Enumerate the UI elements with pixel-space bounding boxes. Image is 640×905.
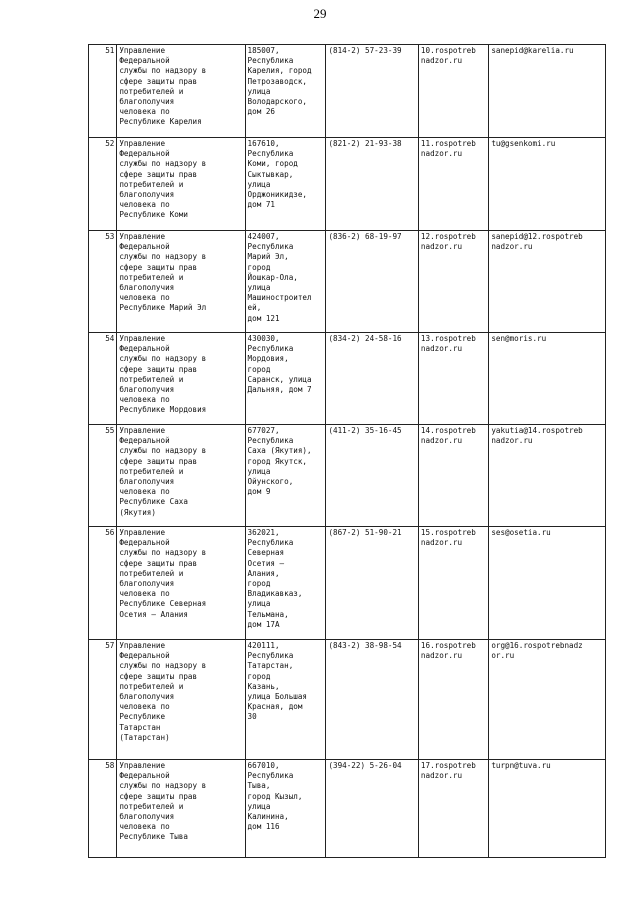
row-number: 54	[89, 333, 117, 425]
agency-email: yakutia@14.rospotreb nadzor.ru	[489, 425, 606, 527]
agency-website: 17.rospotreb nadzor.ru	[418, 760, 488, 858]
table-row	[89, 231, 606, 333]
agency-name: Управление Федеральной службы по надзору в сфере защиты прав потребителей и благополучия человека по Республике Татарстан (Татарстан)	[117, 640, 245, 760]
agency-phone: (814-2) 57-23-39	[326, 45, 418, 138]
agency-name: Управление Федеральной службы по надзору в сфере защиты прав потребителей и благополучия человека по Республике Коми	[117, 138, 245, 231]
agency-email: org@16.rospotrebnadz or.ru	[489, 640, 606, 760]
agency-phone: (836-2) 68-19-97	[326, 231, 418, 333]
agency-address: 677027, Республика Саха (Якутия), город Якутск, улица Ойунского, дом 9	[245, 425, 326, 527]
table-row	[89, 640, 606, 760]
agency-website: 11.rospotreb nadzor.ru	[418, 138, 488, 231]
table-row	[89, 527, 606, 640]
agency-name: Управление Федеральной службы по надзору в сфере защиты прав потребителей и благополучия человека по Республике Мордовия	[117, 333, 245, 425]
row-number: 53	[89, 231, 117, 333]
table-row	[89, 425, 606, 527]
table-row	[89, 138, 606, 231]
row-number: 52	[89, 138, 117, 231]
agency-name: Управление Федеральной службы по надзору в сфере защиты прав потребителей и благополучия человека по Республике Марий Эл	[117, 231, 245, 333]
row-number: 57	[89, 640, 117, 760]
agency-email: sanepid@12.rospotreb nadzor.ru	[489, 231, 606, 333]
agency-website: 12.rospotreb nadzor.ru	[418, 231, 488, 333]
row-number: 58	[89, 760, 117, 858]
agency-name: Управление Федеральной службы по надзору в сфере защиты прав потребителей и благополучия человека по Республике Тыва	[117, 760, 245, 858]
agency-website: 15.rospotreb nadzor.ru	[418, 527, 488, 640]
agency-name: Управление Федеральной службы по надзору в сфере защиты прав потребителей и благополучия человека по Республике Саха (Якутия)	[117, 425, 245, 527]
table-row	[89, 333, 606, 425]
agency-email: sen@moris.ru	[489, 333, 606, 425]
agency-website: 10.rospotreb nadzor.ru	[418, 45, 488, 138]
agency-address: 362021, Республика Северная Осетия – Алания, город Владикавказ, улица Тельмана, дом 17А	[245, 527, 326, 640]
agency-phone: (821-2) 21-93-38	[326, 138, 418, 231]
agency-website: 14.rospotreb nadzor.ru	[418, 425, 488, 527]
agency-email: ses@osetia.ru	[489, 527, 606, 640]
agency-email: tu@gsenkomi.ru	[489, 138, 606, 231]
agency-phone: (411-2) 35-16-45	[326, 425, 418, 527]
agency-website: 13.rospotreb nadzor.ru	[418, 333, 488, 425]
row-number: 56	[89, 527, 117, 640]
agency-name: Управление Федеральной службы по надзору в сфере защиты прав потребителей и благополучия человека по Республике Карелия	[117, 45, 245, 138]
agency-phone: (867-2) 51-90-21	[326, 527, 418, 640]
page-number: 29	[313, 6, 327, 21]
agency-phone: (394-22) 5-26-04	[326, 760, 418, 858]
agency-table	[88, 44, 606, 858]
agency-address: 430030, Республика Мордовия, город Саранск, улица Дальняя, дом 7	[245, 333, 326, 425]
agency-phone: (843-2) 38-98-54	[326, 640, 418, 760]
agency-email: turpn@tuva.ru	[489, 760, 606, 858]
agency-name: Управление Федеральной службы по надзору в сфере защиты прав потребителей и благополучия человека по Республике Северная Осетия – Алания	[117, 527, 245, 640]
agency-phone: (834-2) 24-58-16	[326, 333, 418, 425]
agency-email: sanepid@karelia.ru	[489, 45, 606, 138]
agency-address: 667010, Республика Тыва, город Кызыл, улица Калинина, дом 116	[245, 760, 326, 858]
row-number: 51	[89, 45, 117, 138]
agency-website: 16.rospotreb nadzor.ru	[418, 640, 488, 760]
row-number: 55	[89, 425, 117, 527]
table-row	[89, 45, 606, 138]
agency-address: 424007, Республика Марий Эл, город Йошкар-Ола, улица Машиностроител ей, дом 121	[245, 231, 326, 333]
agency-address: 420111, Республика Татарстан, город Казань, улица Большая Красная, дом 30	[245, 640, 326, 760]
agency-address: 167610, Республика Коми, город Сыктывкар, улица Орджоникидзе, дом 71	[245, 138, 326, 231]
table-row	[89, 760, 606, 858]
agency-address: 185007, Республика Карелия, город Петрозаводск, улица Володарского, дом 26	[245, 45, 326, 138]
